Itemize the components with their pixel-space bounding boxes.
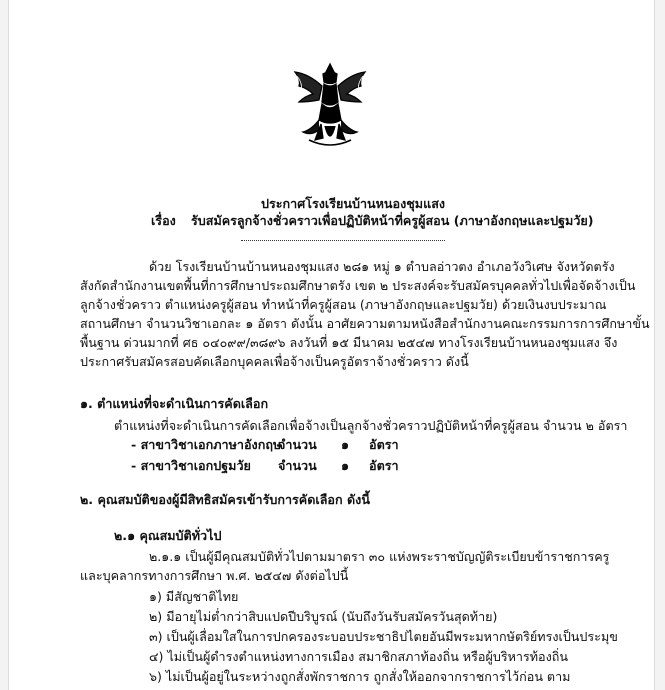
section2-sub-text-2: และบุคลากรทางการศึกษา พ.ศ. ๒๕๔๗ ดังต่อไปนี้ <box>80 568 349 583</box>
intro-line-6: ประกาศรับสมัครสอบคัดเลือกบุคคลเพื่อจ้างเป็นครูอัตราจ้างชั่วคราว ดังนี้ <box>80 354 469 369</box>
position-row-english-unit: อัตรา <box>369 437 399 452</box>
document-title: ประกาศโรงเรียนบ้านหนองชุมแสง <box>261 196 446 211</box>
qualification-item-1: ๑) มีสัญชาติไทย <box>149 589 239 604</box>
title-divider <box>241 240 445 241</box>
intro-line-3: ลูกจ้างชั่วคราว ตำแหน่งครูผู้สอน ทำหน้าที่ครูผู้สอน (ภาษาอังกฤษและปฐมวัย) ด้วยเงินงบประมาณ <box>80 297 607 312</box>
section2-heading: ๒. คุณสมบัติของผู้มีสิทธิสมัครเข้ารับการคัดเลือก ดังนี้ <box>80 492 370 507</box>
garuda-emblem-icon <box>289 60 371 150</box>
subject-text: รับสมัครลูกจ้างชั่วคราวเพื่อปฏิบัติหน้าที่ครูผู้สอน (ภาษาอังกฤษและปฐมวัย) <box>191 213 594 228</box>
position-row-english-count-label: จำนวน <box>278 437 317 452</box>
viewer-left-border <box>0 0 9 690</box>
document-page <box>9 0 654 690</box>
position-row-early-childhood-unit: อัตรา <box>369 458 399 473</box>
subject-label: เรื่อง <box>151 213 176 228</box>
position-row-english-subject: - สาขาวิชาเอกภาษาอังกฤษ <box>131 437 282 452</box>
section1-text: ตำแหน่งที่จะดำเนินการคัดเลือกเพื่อจ้างเป็นลูกจ้างชั่วคราวปฏิบัติหน้าที่ครูผู้สอน จำนวน ๒ อัตรา <box>114 418 628 433</box>
section2-sub-heading: ๒.๑ คุณสมบัติทั่วไป <box>114 528 222 543</box>
position-row-early-childhood-count: ๑ <box>341 458 349 473</box>
section1-heading: ๑. ตำแหน่งที่จะดำเนินการคัดเลือก <box>80 396 269 411</box>
intro-line-4: สถานศึกษา จำนวนวิชาเอกละ ๑ อัตรา ดังนั้น อาศัยความตามหนังสือสำนักงานคณะกรรมการการศึกษาขั้น <box>80 316 650 331</box>
qualification-item-5: ๖) ไม่เป็นผู้อยู่ในระหว่างถูกสั่งพักราชการ ถูกสั่งให้ออกจากราชการไว้ก่อน ตาม <box>149 669 571 684</box>
qualification-item-2: ๒) มีอายุไม่ต่ำกว่าสิบแปดปีบริบูรณ์ (นับถึงวันรับสมัครวันสุดท้าย) <box>149 609 498 624</box>
position-row-early-childhood-count-label: จำนวน <box>278 458 317 473</box>
qualification-item-4: ๔) ไม่เป็นผู้ดำรงตำแหน่งทางการเมือง สมาชิกสภาท้องถิ่น หรือผู้บริหารท้องถิ่น <box>149 649 568 664</box>
qualification-item-3: ๓) เป็นผู้เลื่อมใสในการปกครองระบอบประชาธิปไตยอันมีพระมหากษัตริย์ทรงเป็นประมุข <box>149 629 618 644</box>
position-row-english-count: ๑ <box>341 437 349 452</box>
intro-line-2: สังกัดสำนักงานเขตพื้นที่การศึกษาประถมศึกษาตรัง เขต ๒ ประสงค์จะรับสมัครบุคคลทั่วไปเพื่อจัดจ้างเป็น <box>80 278 636 293</box>
position-row-early-childhood-subject: - สาขาวิชาเอกปฐมวัย <box>131 458 251 473</box>
section2-sub-text-1: ๒.๑.๑ เป็นผู้มีคุณสมบัติทั่วไปตามมาตรา ๓๐ แห่งพระราชบัญญัติระเบียบข้าราชการครู <box>149 549 610 564</box>
intro-line-1: ด้วย โรงเรียนบ้านบ้านหนองชุมแสง ๒๘๑ หมู่ ๑ ตำบลอ่าวตง อำเภอวังวิเศษ จังหวัดตรัง <box>149 259 615 274</box>
viewer-scrollbar[interactable] <box>654 0 665 690</box>
intro-line-5: พื้นฐาน ด่วนมากที่ ศธ ๐๔๐๙๙/๓๘๙๖ ลงวันที่ ๑๕ มีนาคม ๒๕๔๗ ทางโรงเรียนบ้านหนองชุมแสง จึง <box>80 335 618 350</box>
